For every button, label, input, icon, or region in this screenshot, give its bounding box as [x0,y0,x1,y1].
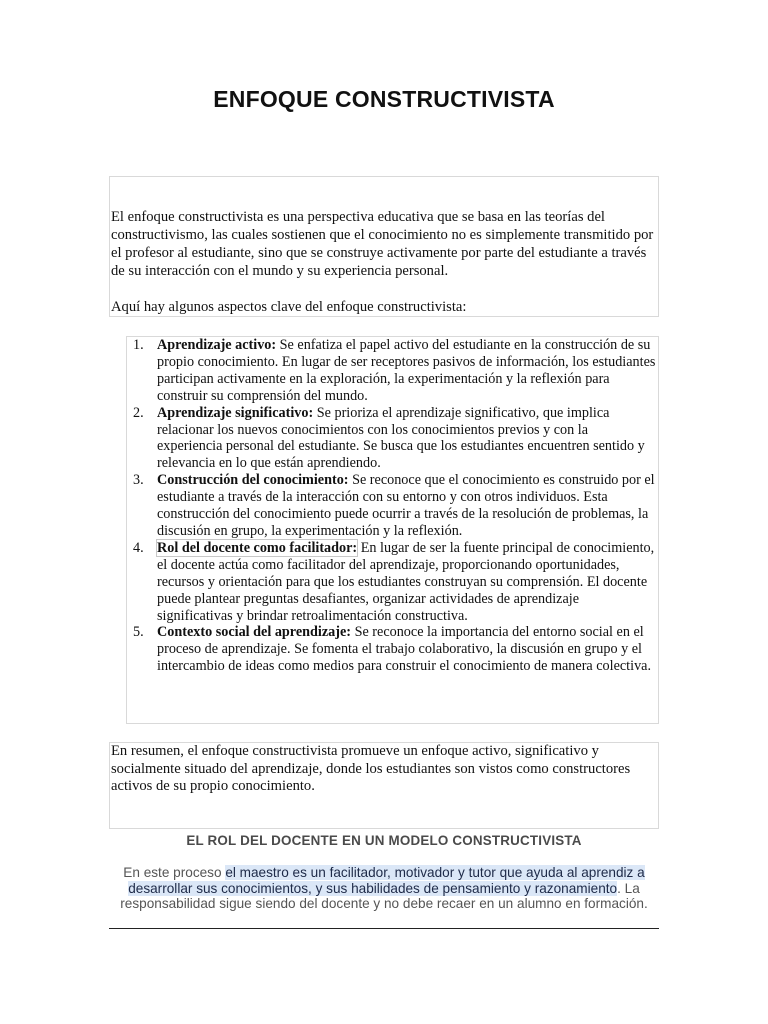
highlighted-text: el maestro es un facilitador, motivador y tutor que ayuda al aprendiz a desarrollar sus conocimientos, y sus habilidades de pensamiento y razonamiento [128,865,645,896]
closing-text-end: . La responsabilidad sigue siendo del docente y no debe recaer en un alumno en formación. [120,880,648,912]
list-item-text: Se reconoce la importancia del entorno social en el proceso de aprendizaje. Se fomenta el trabajo colaborativo, la discusión en grupo y el intercambio de ideas como medios para construir el conocimiento de manera colectiva. [157,624,652,675]
list-item-number: 2. [133,404,144,421]
closing-paragraph [109,865,659,912]
list-item [127,405,656,473]
summary-paragraph: En resumen, el enfoque constructivista promueve un enfoque activo, significativo y socialmente situado del aprendizaje, donde los estudiantes son vistos como constructores activos de su propio conocimiento. [111,743,631,795]
list-item-number: 3. [133,472,144,489]
intro-lead-sentence: Aquí hay algunos aspectos clave del enfoque constructivista: [111,299,467,315]
list-item-term: Contexto social del aprendizaje: [157,624,352,641]
list-item-term: Rol del docente como facilitador: [157,539,358,556]
closing-text-start: En este proceso [123,865,226,880]
list-item [127,540,656,625]
intro-paragraph: El enfoque constructivista es una perspectiva educativa que se basa en las teorías del constructivismo, las cuales sostienen que el conocimiento no es simplemente transmitido por el profesor al estudiante, sino que se construye activamente por parte del estudiante a través de su interacción con el mundo y su experiencia personal. [111,209,654,279]
list-item [127,472,656,540]
list-item-number: 5. [133,624,144,641]
list-item-term: Aprendizaje significativo: [157,404,314,421]
bottom-rule [109,928,659,929]
intro-text-box [109,176,659,317]
list-item-text: En lugar de ser la fuente principal de conocimiento, el docente actúa como facilitador del aprendizaje, proporcionando oportunidades, recursos y orientación para que los estudiantes construyan su comprensión. El docente puede plantear preguntas desafiantes, organizar actividades de aprendizaje significativas y brindar retroalimentación constructiva. [157,539,655,624]
list-item-number: 1. [133,337,144,353]
list-item [127,337,656,405]
document-title: ENFOQUE CONSTRUCTIVISTA [213,86,555,112]
summary-text-box [109,742,659,829]
list-item-text: Se enfatiza el papel activo del estudiante en la construcción de su propio conocimiento. En lugar de ser receptores pasivos de información, los estudiantes participan activamente en la exploración, la experimentación y la reflexión para construir su comprensión del mundo. [157,337,656,404]
list-item-term: Aprendizaje activo: [157,337,277,353]
list-item [127,624,656,675]
list-item-text: Se reconoce que el conocimiento es construido por el estudiante a través de la interacción con su entorno y con otros individuos. Esta construcción del conocimiento puede ocurrir a través de la resolución de problemas, la discusión en grupo, la experimentación y la reflexión. [157,472,655,539]
section-heading: EL ROL DEL DOCENTE EN UN MODELO CONSTRUCTIVISTA [186,833,582,848]
list-item-number: 4. [133,539,144,556]
list-item-text: Se prioriza el aprendizaje significativo, que implica relacionar los nuevos conocimientos con los conocimientos previos y con la experiencia personal del estudiante. Se busca que los estudiantes encuentren sentido y relevancia en lo que están aprendiendo. [157,404,645,472]
key-aspects-list [127,337,660,675]
list-item-term: Construcción del conocimiento: [157,472,349,489]
key-aspects-box [126,336,659,724]
